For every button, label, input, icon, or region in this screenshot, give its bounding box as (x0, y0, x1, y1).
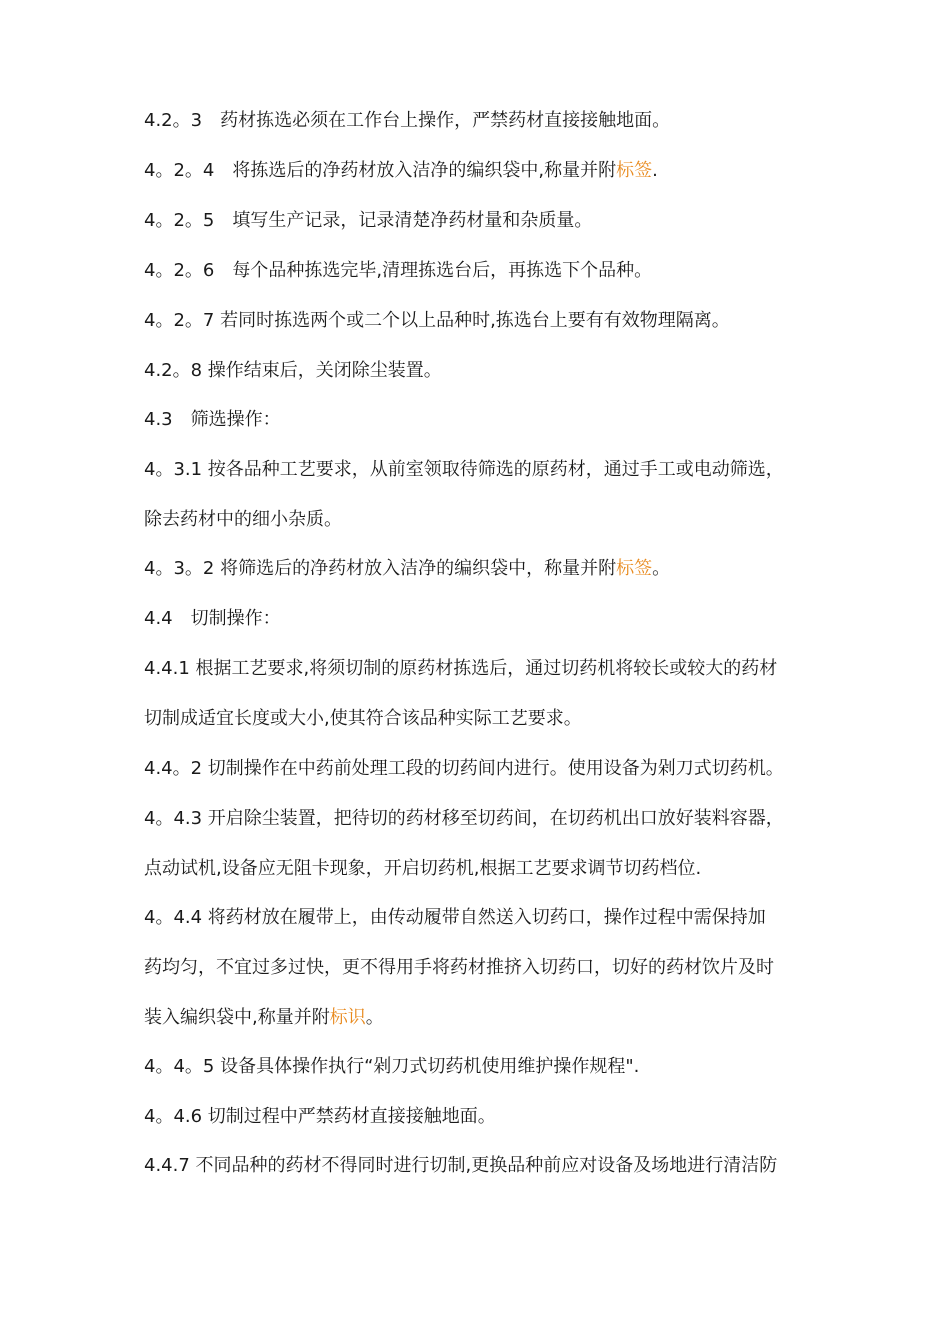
text-line (144, 109, 824, 133)
text-line (144, 159, 824, 183)
line-text-tail: 。 (365, 1007, 384, 1028)
text-line (144, 707, 824, 731)
text-line (144, 757, 824, 781)
text-line (144, 259, 824, 283)
text-line (144, 359, 824, 383)
text-line (144, 857, 824, 881)
line-text-tail: . (652, 160, 658, 181)
text-line (144, 1105, 824, 1129)
line-text: 4.4.1 根据工艺要求,将须切制的原药材拣选后，通过切药机将较长或较大的药材 (144, 658, 778, 679)
line-text: 4.4。2 切制操作在中药前处理工段的切药间内进行。使用设备为剁刀式切药机。 (144, 758, 784, 779)
line-text: 切制成适宜长度或大小,使其符合该品种实际工艺要求。 (144, 708, 582, 729)
line-text: 除去药材中的细小杂质。 (144, 509, 342, 530)
text-line (144, 906, 824, 930)
line-text: 4.4.7 不同品种的药材不得同时进行切制,更换品种前应对设备及场地进行清洁防 (144, 1155, 778, 1176)
line-text: 药均匀，不宜过多过快，更不得用手将药材推挤入切药口，切好的药材饮片及时 (144, 957, 774, 978)
section-heading (144, 408, 824, 432)
line-text: 4。2。5 填写生产记录，记录清楚净药材量和杂质量。 (144, 210, 593, 231)
line-text: 装入编织袋中,称量并附 (144, 1007, 330, 1028)
line-text: 4。4.3 开启除尘装置，把待切的药材移至切药间，在切药机出口放好装料容器， (144, 808, 784, 829)
line-text: 4。4。5 设备具体操作执行“剁刀式切药机使用维护操作规程". (144, 1056, 640, 1077)
line-text: 4.2。3 药材拣选必须在工作台上操作，严禁药材直接接触地面。 (144, 110, 671, 131)
line-text: 点动试机,设备应无阻卡现象，开启切药机,根据工艺要求调节切药档位. (144, 858, 702, 879)
text-line (144, 508, 824, 532)
line-text: 4。3。2 将筛选后的净药材放入洁净的编织袋中，称量并附 (144, 558, 617, 579)
highlighted-term[interactable]: 标签 (616, 558, 653, 579)
text-line (144, 807, 824, 831)
line-text-tail: 。 (652, 558, 671, 579)
line-text: 4.4 切制操作： (144, 608, 281, 629)
text-line (144, 458, 824, 482)
text-line (144, 1154, 824, 1178)
text-line (144, 209, 824, 233)
text-line (144, 1055, 824, 1079)
line-text: 4。3.1 按各品种工艺要求，从前室领取待筛选的原药材，通过手工或电动筛选， (144, 459, 784, 480)
text-line (144, 657, 824, 681)
line-text: 4.2。8 操作结束后，关闭除尘装置。 (144, 360, 442, 381)
line-text: 4。2。7 若同时拣选两个或二个以上品种时,拣选台上要有有效物理隔离。 (144, 310, 730, 331)
text-line (144, 557, 824, 581)
section-heading (144, 607, 824, 631)
line-text: 4。4.6 切制过程中严禁药材直接接触地面。 (144, 1106, 496, 1127)
line-text: 4.3 筛选操作： (144, 409, 281, 430)
text-line (144, 309, 824, 333)
text-line (144, 1006, 824, 1030)
highlighted-term[interactable]: 标签 (616, 160, 653, 181)
line-text: 4。4.4 将药材放在履带上，由传动履带自然送入切药口，操作过程中需保持加 (144, 907, 766, 928)
highlighted-term[interactable]: 标识 (329, 1007, 366, 1028)
line-text: 4。2。4 将拣选后的净药材放入洁净的编织袋中,称量并附 (144, 160, 617, 181)
text-line (144, 956, 824, 980)
line-text: 4。2。6 每个品种拣选完毕,清理拣选台后，再拣选下个品种。 (144, 260, 653, 281)
